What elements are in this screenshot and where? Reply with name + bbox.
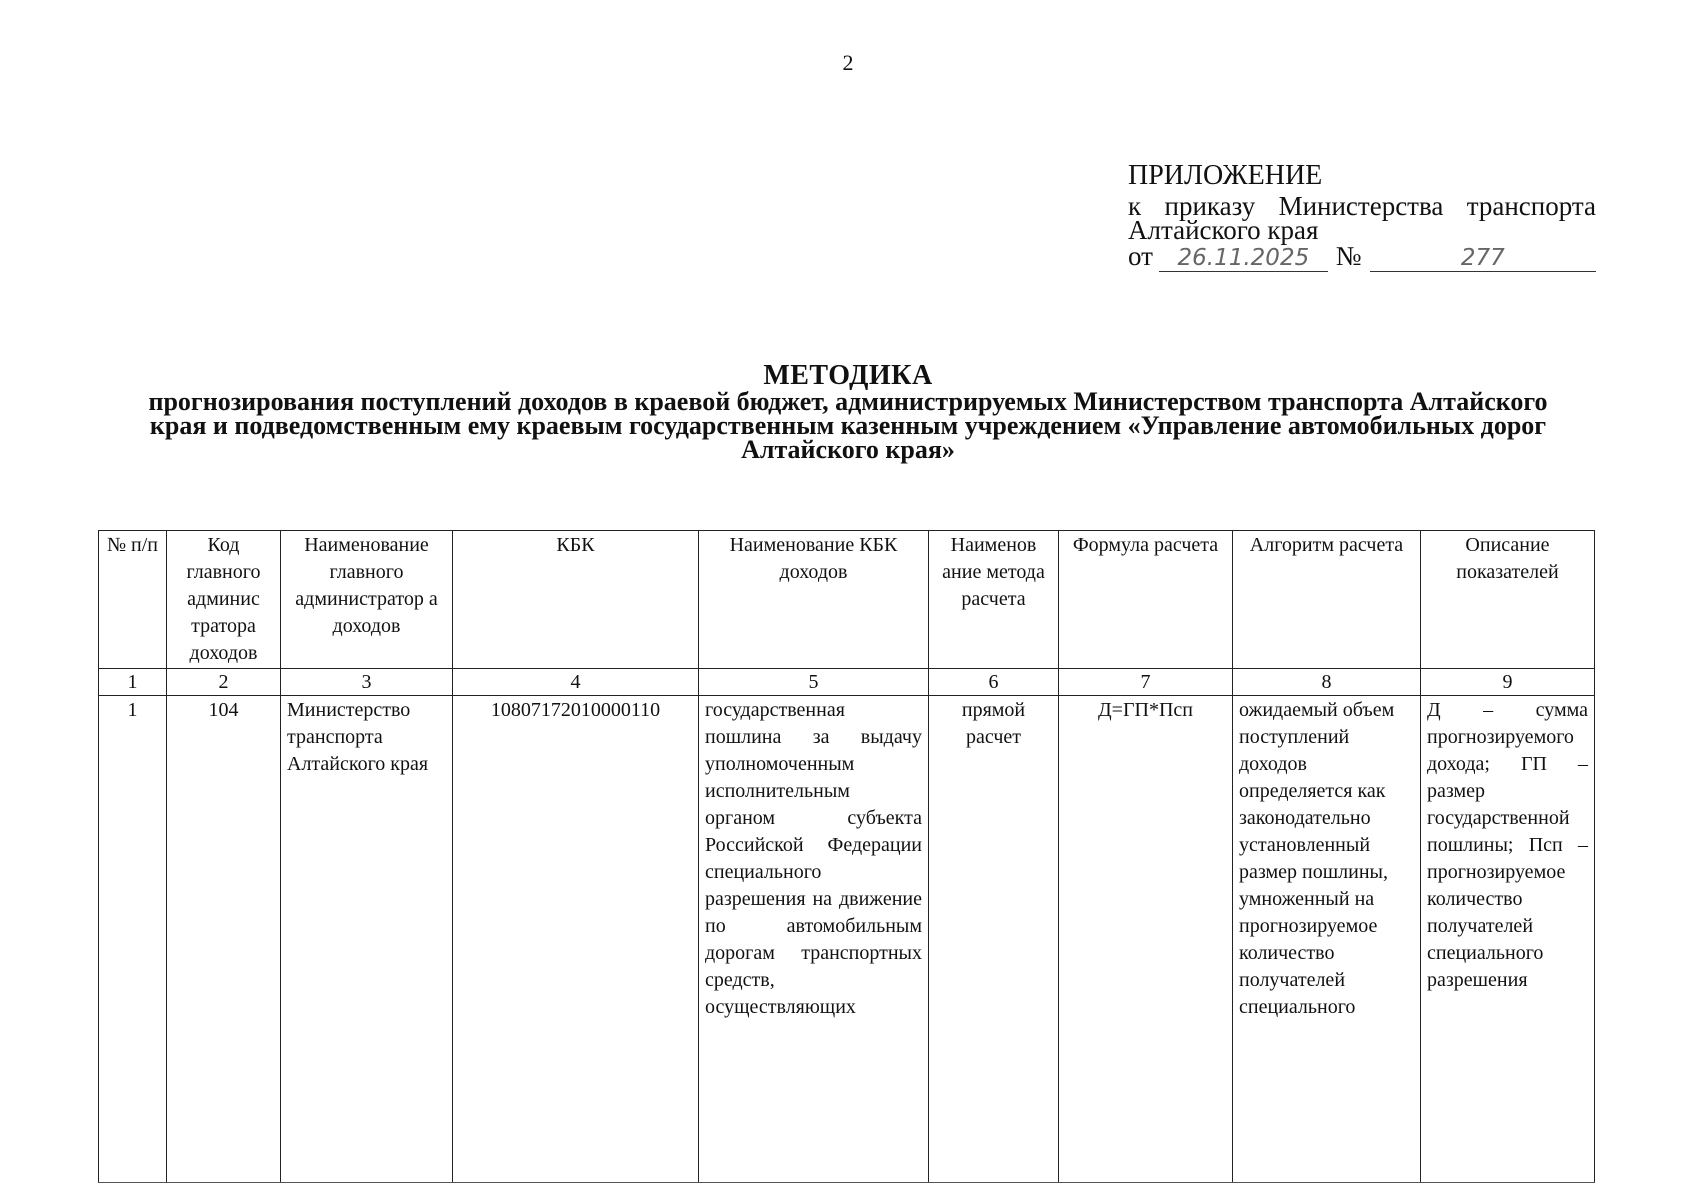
document-subtitle-line-2: края и подведомственным ему краевым государственным казенным учреждением «Управление автомобильных дорог bbox=[149, 411, 1547, 440]
table-column-numbers-row bbox=[99, 669, 1595, 696]
appendix-line-1: к приказу Министерства транспорта bbox=[1128, 191, 1596, 221]
column-number-cell: 8 bbox=[1233, 669, 1421, 696]
appendix-number-label: № bbox=[1335, 241, 1362, 271]
column-number-cell: 7 bbox=[1059, 669, 1233, 696]
row-description-cell: Д – сумма прогнозируемого дохода; ГП – размер государственной пошлины; Псп – прогнозируемое количество получателей специального разрешения bbox=[1421, 696, 1595, 1183]
row-kbk-cell: 10807172010000110 bbox=[453, 696, 699, 1183]
appendix-block bbox=[1128, 160, 1596, 272]
header-description: Описание показателей bbox=[1421, 531, 1595, 669]
header-kbk-name: Наименование КБК доходов bbox=[699, 531, 929, 669]
appendix-heading: ПРИЛОЖЕНИЕ bbox=[1128, 160, 1323, 191]
appendix-from-label: от bbox=[1128, 241, 1153, 271]
row-kbk-name-cell: государственная пошлина за выдачу уполномоченным исполнительным органом субъекта Российской Федерации специального разрешения на движение по автомобильным дорогам транспортных средств, осуществляющих bbox=[699, 696, 929, 1183]
methodology-table bbox=[98, 530, 1595, 1183]
column-number-cell: 6 bbox=[929, 669, 1059, 696]
column-number-cell: 5 bbox=[699, 669, 929, 696]
document-title: МЕТОДИКА bbox=[763, 360, 933, 391]
row-admin-name-cell: Министерство транспорта Алтайского края bbox=[281, 696, 453, 1183]
header-method: Наименов ание метода расчета bbox=[929, 531, 1059, 669]
appendix-line-2: Алтайского края bbox=[1128, 215, 1319, 245]
column-number-cell: 9 bbox=[1421, 669, 1595, 696]
column-number-cell: 1 bbox=[99, 669, 167, 696]
row-admin-code-cell: 104 bbox=[167, 696, 281, 1183]
header-formula: Формула расчета bbox=[1059, 531, 1233, 669]
table-row bbox=[99, 696, 1595, 1183]
header-algorithm: Алгоритм расчета bbox=[1233, 531, 1421, 669]
appendix-date-number-row bbox=[1128, 241, 1596, 272]
column-number-cell: 4 bbox=[453, 669, 699, 696]
page-number: 2 bbox=[842, 50, 854, 75]
header-kbk: КБК bbox=[453, 531, 699, 669]
column-number-cell: 3 bbox=[281, 669, 453, 696]
header-admin-code: Код главного админис тратора доходов bbox=[167, 531, 281, 669]
row-num-cell: 1 bbox=[99, 696, 167, 1183]
appendix-date-field: 26.11.2025 bbox=[1159, 245, 1328, 272]
header-num: № п/п bbox=[99, 531, 167, 669]
appendix-number-field: 277 bbox=[1370, 245, 1596, 272]
row-formula-cell: Д=ГП*Псп bbox=[1059, 696, 1233, 1183]
header-admin-name: Наименование главного администратор а доходов bbox=[281, 531, 453, 669]
document-title-block bbox=[110, 362, 1586, 462]
document-subtitle-line-1: прогнозирования поступлений доходов в краевой бюджет, администрируемых Министерством транспорта Алтайского bbox=[148, 387, 1548, 416]
table-header-row bbox=[99, 531, 1595, 669]
document-subtitle-line-3: Алтайского края» bbox=[741, 435, 955, 464]
row-algorithm-cell: ожидаемый объем поступлений доходов определяется как законодательно установленный размер пошлины, умноженный на прогнозируемое количество получателей специального bbox=[1233, 696, 1421, 1183]
row-method-cell: прямой расчет bbox=[929, 696, 1059, 1183]
column-number-cell: 2 bbox=[167, 669, 281, 696]
